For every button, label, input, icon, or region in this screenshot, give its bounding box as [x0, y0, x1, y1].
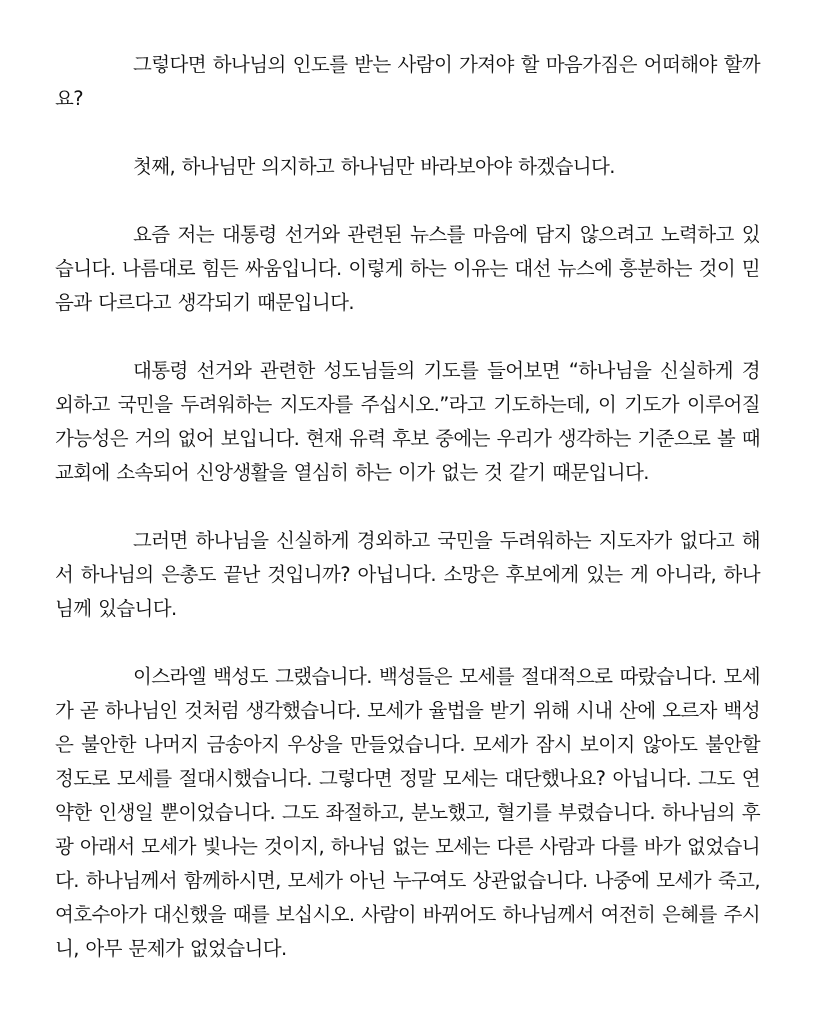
- paragraph-3: 요즘 저는 대통령 선거와 관련된 뉴스를 마음에 담지 않으려고 노력하고 있습니다. 나름대로 힘든 싸움입니다. 이렇게 하는 이유는 대선 뉴스에 흥분하는 것이 믿음과 다르다고 생각되기 때문입니다.: [55, 223, 760, 314]
- paragraph-2: 첫째, 하나님만 의지하고 하나님만 바라보아야 하겠습니다.: [133, 155, 615, 178]
- paragraph-6: 이스라엘 백성도 그랬습니다. 백성들은 모세를 절대적으로 따랐습니다. 모세가 곧 하나님인 것처럼 생각했습니다. 모세가 율법을 받기 위해 시내 산에 오르자 백성은 불안한 나머지 금송아지 우상을 만들었습니다. 모세가 잠시 보이지 않아도 불안할 정도로 모세를 절대시했습니다. 그렇다면 정말 모세는 대단했나요? 아닙니다. 그도 연약한 인생일 뿐이었습니다. 그도 좌절하고, 분노했고, 혈기를 부렸습니다. 하나님의 후광 아래서 모세가 빛나는 것이지, 하나님 없는 모세는 다른 사람과 다를 바가 없었습니다. 하나님께서 함께하시면, 모세가 아닌 누구여도 상관없습니다. 나중에 모세가 죽고, 여호수아가 대신했을 때를 보십시오. 사람이 바뀌어도 하나님께서 여전히 은혜를 주시니, 아무 문제가 없었습니다.: [55, 665, 760, 960]
- paragraph-1: 그렇다면 하나님의 인도를 받는 사람이 가져야 할 마음가짐은 어떠해야 할까요?: [55, 53, 761, 110]
- paragraph-4: 대통령 선거와 관련한 성도님들의 기도를 들어보면 “하나님을 신실하게 경외하고 국민을 두려워하는 지도자를 주십시오.”라고 기도하는데, 이 기도가 이루어질 가능성은 거의 없어 보입니다. 현재 유력 후보 중에는 우리가 생각하는 기준으로 볼 때 교회에 소속되어 신앙생활을 열심히 하는 이가 없는 것 같기 때문입니다.: [55, 359, 760, 484]
- paragraph-5: 그러면 하나님을 신실하게 경외하고 국민을 두려워하는 지도자가 없다고 해서 하나님의 은총도 끝난 것입니까? 아닙니다. 소망은 후보에게 있는 게 아니라, 하나님께 있습니다.: [55, 529, 760, 620]
